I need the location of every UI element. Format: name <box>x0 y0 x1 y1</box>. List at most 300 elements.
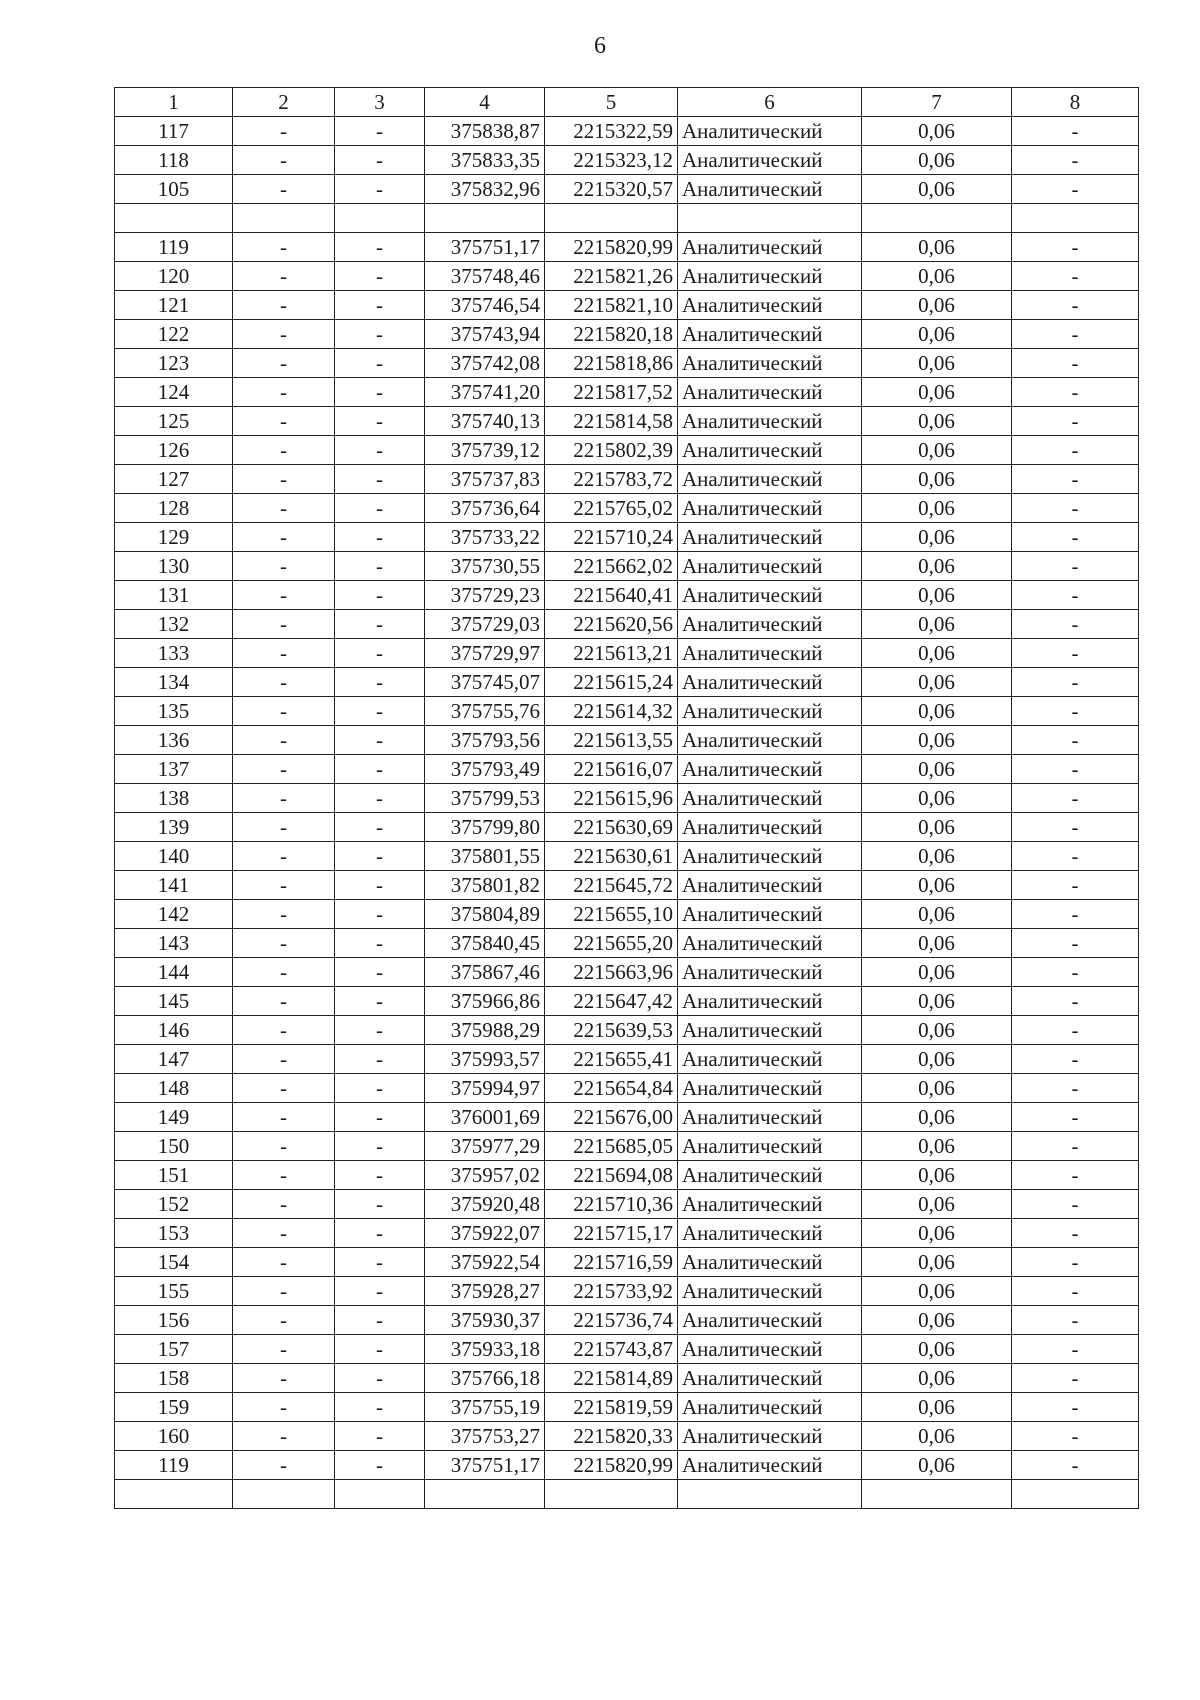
point-number-cell: 125 <box>115 407 233 436</box>
method-cell <box>678 204 862 233</box>
col8-cell: - <box>1012 958 1139 987</box>
col8-cell: - <box>1012 378 1139 407</box>
col8-cell <box>1012 204 1139 233</box>
method-cell: Аналитический <box>678 581 862 610</box>
method-cell: Аналитический <box>678 929 862 958</box>
accuracy-cell: 0,06 <box>862 1161 1012 1190</box>
col3-cell <box>335 1480 425 1509</box>
y-coordinate-cell: 2215320,57 <box>545 175 678 204</box>
y-coordinate-cell: 2215814,89 <box>545 1364 678 1393</box>
col2-cell: - <box>233 900 335 929</box>
method-cell: Аналитический <box>678 668 862 697</box>
x-coordinate-cell: 375755,19 <box>425 1393 545 1422</box>
accuracy-cell: 0,06 <box>862 1277 1012 1306</box>
accuracy-cell: 0,06 <box>862 929 1012 958</box>
column-header-5: 5 <box>545 88 678 117</box>
col3-cell: - <box>335 668 425 697</box>
point-number-cell: 119 <box>115 1451 233 1480</box>
table-row <box>115 1335 1139 1364</box>
col2-cell: - <box>233 146 335 175</box>
method-cell: Аналитический <box>678 320 862 349</box>
x-coordinate-cell: 375801,82 <box>425 871 545 900</box>
point-number-cell: 147 <box>115 1045 233 1074</box>
point-number-cell: 153 <box>115 1219 233 1248</box>
col3-cell: - <box>335 755 425 784</box>
col3-cell: - <box>335 1103 425 1132</box>
col3-cell <box>335 204 425 233</box>
y-coordinate-cell: 2215613,21 <box>545 639 678 668</box>
accuracy-cell: 0,06 <box>862 697 1012 726</box>
accuracy-cell: 0,06 <box>862 1219 1012 1248</box>
x-coordinate-cell: 375745,07 <box>425 668 545 697</box>
table-row <box>115 523 1139 552</box>
table-row <box>115 320 1139 349</box>
col3-cell: - <box>335 1335 425 1364</box>
point-number-cell: 139 <box>115 813 233 842</box>
table-row <box>115 1190 1139 1219</box>
column-header-2: 2 <box>233 88 335 117</box>
method-cell: Аналитический <box>678 146 862 175</box>
y-coordinate-cell: 2215736,74 <box>545 1306 678 1335</box>
point-number-cell: 130 <box>115 552 233 581</box>
accuracy-cell: 0,06 <box>862 1422 1012 1451</box>
col3-cell: - <box>335 291 425 320</box>
column-header-6: 6 <box>678 88 862 117</box>
point-number-cell: 156 <box>115 1306 233 1335</box>
y-coordinate-cell: 2215676,00 <box>545 1103 678 1132</box>
x-coordinate-cell: 375751,17 <box>425 1451 545 1480</box>
accuracy-cell: 0,06 <box>862 755 1012 784</box>
point-number-cell: 131 <box>115 581 233 610</box>
accuracy-cell: 0,06 <box>862 465 1012 494</box>
y-coordinate-cell: 2215323,12 <box>545 146 678 175</box>
col8-cell: - <box>1012 1335 1139 1364</box>
x-coordinate-cell: 375840,45 <box>425 929 545 958</box>
col8-cell: - <box>1012 929 1139 958</box>
col2-cell: - <box>233 668 335 697</box>
col3-cell: - <box>335 494 425 523</box>
method-cell: Аналитический <box>678 494 862 523</box>
col8-cell: - <box>1012 813 1139 842</box>
y-coordinate-cell: 2215715,17 <box>545 1219 678 1248</box>
col3-cell: - <box>335 697 425 726</box>
method-cell <box>678 1480 862 1509</box>
separator-row <box>115 204 1139 233</box>
table-row <box>115 378 1139 407</box>
col3-cell: - <box>335 523 425 552</box>
col3-cell: - <box>335 784 425 813</box>
point-number-cell: 144 <box>115 958 233 987</box>
col8-cell: - <box>1012 1393 1139 1422</box>
col8-cell: - <box>1012 1248 1139 1277</box>
col2-cell: - <box>233 726 335 755</box>
accuracy-cell: 0,06 <box>862 320 1012 349</box>
x-coordinate-cell: 375737,83 <box>425 465 545 494</box>
table-row <box>115 552 1139 581</box>
x-coordinate-cell: 375966,86 <box>425 987 545 1016</box>
table-row <box>115 1277 1139 1306</box>
accuracy-cell: 0,06 <box>862 1016 1012 1045</box>
x-coordinate-cell: 375922,07 <box>425 1219 545 1248</box>
method-cell: Аналитический <box>678 900 862 929</box>
y-coordinate-cell: 2215802,39 <box>545 436 678 465</box>
col3-cell: - <box>335 1364 425 1393</box>
point-number-cell: 141 <box>115 871 233 900</box>
x-coordinate-cell: 375753,27 <box>425 1422 545 1451</box>
col8-cell: - <box>1012 1103 1139 1132</box>
col8-cell: - <box>1012 436 1139 465</box>
y-coordinate-cell: 2215630,61 <box>545 842 678 871</box>
table-row <box>115 1074 1139 1103</box>
col3-cell: - <box>335 436 425 465</box>
col8-cell: - <box>1012 1190 1139 1219</box>
accuracy-cell <box>862 1480 1012 1509</box>
table-row <box>115 1132 1139 1161</box>
method-cell: Аналитический <box>678 1248 862 1277</box>
y-coordinate-cell: 2215814,58 <box>545 407 678 436</box>
method-cell: Аналитический <box>678 523 862 552</box>
y-coordinate-cell: 2215716,59 <box>545 1248 678 1277</box>
method-cell: Аналитический <box>678 262 862 291</box>
col8-cell: - <box>1012 1306 1139 1335</box>
point-number-cell: 158 <box>115 1364 233 1393</box>
x-coordinate-cell: 375733,22 <box>425 523 545 552</box>
col3-cell: - <box>335 581 425 610</box>
col2-cell: - <box>233 465 335 494</box>
method-cell: Аналитический <box>678 1074 862 1103</box>
y-coordinate-cell: 2215647,42 <box>545 987 678 1016</box>
header-row <box>115 88 1139 117</box>
col8-cell: - <box>1012 1451 1139 1480</box>
method-cell: Аналитический <box>678 1190 862 1219</box>
table-row <box>115 146 1139 175</box>
col2-cell: - <box>233 581 335 610</box>
table-row <box>115 755 1139 784</box>
point-number-cell: 127 <box>115 465 233 494</box>
column-header-4: 4 <box>425 88 545 117</box>
point-number-cell: 160 <box>115 1422 233 1451</box>
accuracy-cell: 0,06 <box>862 1103 1012 1132</box>
point-number-cell: 117 <box>115 117 233 146</box>
accuracy-cell: 0,06 <box>862 146 1012 175</box>
col3-cell: - <box>335 349 425 378</box>
accuracy-cell: 0,06 <box>862 233 1012 262</box>
method-cell: Аналитический <box>678 1045 862 1074</box>
x-coordinate-cell: 375793,56 <box>425 726 545 755</box>
point-number-cell: 157 <box>115 1335 233 1364</box>
table-row <box>115 1103 1139 1132</box>
col2-cell: - <box>233 1016 335 1045</box>
col8-cell: - <box>1012 407 1139 436</box>
table-row <box>115 175 1139 204</box>
accuracy-cell: 0,06 <box>862 581 1012 610</box>
y-coordinate-cell: 2215655,10 <box>545 900 678 929</box>
col3-cell: - <box>335 262 425 291</box>
point-number-cell <box>115 204 233 233</box>
method-cell: Аналитический <box>678 639 862 668</box>
x-coordinate-cell: 375930,37 <box>425 1306 545 1335</box>
y-coordinate-cell: 2215639,53 <box>545 1016 678 1045</box>
x-coordinate-cell: 375804,89 <box>425 900 545 929</box>
col3-cell: - <box>335 378 425 407</box>
table-row <box>115 871 1139 900</box>
col8-cell: - <box>1012 262 1139 291</box>
method-cell: Аналитический <box>678 1451 862 1480</box>
table-row <box>115 668 1139 697</box>
point-number-cell: 119 <box>115 233 233 262</box>
column-header-7: 7 <box>862 88 1012 117</box>
col2-cell: - <box>233 1074 335 1103</box>
accuracy-cell: 0,06 <box>862 523 1012 552</box>
accuracy-cell: 0,06 <box>862 1451 1012 1480</box>
accuracy-cell: 0,06 <box>862 552 1012 581</box>
x-coordinate-cell: 375928,27 <box>425 1277 545 1306</box>
col8-cell: - <box>1012 668 1139 697</box>
col2-cell: - <box>233 552 335 581</box>
table-row <box>115 929 1139 958</box>
method-cell: Аналитический <box>678 1306 862 1335</box>
table-row <box>115 465 1139 494</box>
y-coordinate-cell: 2215821,10 <box>545 291 678 320</box>
col3-cell: - <box>335 639 425 668</box>
y-coordinate-cell: 2215820,99 <box>545 1451 678 1480</box>
col8-cell: - <box>1012 1161 1139 1190</box>
point-number-cell: 132 <box>115 610 233 639</box>
point-number-cell: 135 <box>115 697 233 726</box>
method-cell: Аналитический <box>678 1364 862 1393</box>
point-number-cell: 121 <box>115 291 233 320</box>
col8-cell: - <box>1012 784 1139 813</box>
col8-cell: - <box>1012 755 1139 784</box>
col8-cell: - <box>1012 1132 1139 1161</box>
x-coordinate-cell <box>425 204 545 233</box>
col8-cell: - <box>1012 1277 1139 1306</box>
y-coordinate-cell: 2215743,87 <box>545 1335 678 1364</box>
y-coordinate-cell: 2215818,86 <box>545 349 678 378</box>
method-cell: Аналитический <box>678 1277 862 1306</box>
point-number-cell: 122 <box>115 320 233 349</box>
x-coordinate-cell: 375746,54 <box>425 291 545 320</box>
y-coordinate-cell: 2215710,24 <box>545 523 678 552</box>
y-coordinate-cell: 2215620,56 <box>545 610 678 639</box>
table-row <box>115 1364 1139 1393</box>
table-row <box>115 726 1139 755</box>
col2-cell: - <box>233 320 335 349</box>
col3-cell: - <box>335 1045 425 1074</box>
col2-cell <box>233 204 335 233</box>
col8-cell: - <box>1012 697 1139 726</box>
method-cell: Аналитический <box>678 958 862 987</box>
col2-cell: - <box>233 1451 335 1480</box>
col8-cell: - <box>1012 1364 1139 1393</box>
table-row <box>115 1306 1139 1335</box>
col3-cell: - <box>335 726 425 755</box>
method-cell: Аналитический <box>678 813 862 842</box>
y-coordinate-cell: 2215663,96 <box>545 958 678 987</box>
method-cell: Аналитический <box>678 1219 862 1248</box>
column-header-8: 8 <box>1012 88 1139 117</box>
accuracy-cell: 0,06 <box>862 1190 1012 1219</box>
col2-cell: - <box>233 1045 335 1074</box>
point-number-cell: 118 <box>115 146 233 175</box>
table-row <box>115 581 1139 610</box>
accuracy-cell: 0,06 <box>862 436 1012 465</box>
col2-cell: - <box>233 494 335 523</box>
method-cell: Аналитический <box>678 552 862 581</box>
x-coordinate-cell: 375748,46 <box>425 262 545 291</box>
point-number-cell: 124 <box>115 378 233 407</box>
x-coordinate-cell: 375751,17 <box>425 233 545 262</box>
x-coordinate-cell: 375729,97 <box>425 639 545 668</box>
col3-cell: - <box>335 929 425 958</box>
point-number-cell: 120 <box>115 262 233 291</box>
col2-cell: - <box>233 523 335 552</box>
x-coordinate-cell: 375740,13 <box>425 407 545 436</box>
col3-cell: - <box>335 1451 425 1480</box>
accuracy-cell: 0,06 <box>862 668 1012 697</box>
x-coordinate-cell: 375741,20 <box>425 378 545 407</box>
y-coordinate-cell: 2215662,02 <box>545 552 678 581</box>
col2-cell: - <box>233 1161 335 1190</box>
table-row <box>115 784 1139 813</box>
col8-cell: - <box>1012 900 1139 929</box>
y-coordinate-cell: 2215765,02 <box>545 494 678 523</box>
col3-cell: - <box>335 233 425 262</box>
col2-cell: - <box>233 813 335 842</box>
table-header <box>115 88 1139 117</box>
col3-cell: - <box>335 1393 425 1422</box>
separator-row <box>115 1480 1139 1509</box>
col3-cell: - <box>335 552 425 581</box>
col2-cell: - <box>233 987 335 1016</box>
method-cell: Аналитический <box>678 871 862 900</box>
accuracy-cell: 0,06 <box>862 291 1012 320</box>
method-cell: Аналитический <box>678 755 862 784</box>
table-row <box>115 842 1139 871</box>
accuracy-cell: 0,06 <box>862 813 1012 842</box>
point-number-cell: 148 <box>115 1074 233 1103</box>
col8-cell: - <box>1012 175 1139 204</box>
y-coordinate-cell: 2215820,18 <box>545 320 678 349</box>
table-row <box>115 1248 1139 1277</box>
coordinates-table <box>114 87 1139 1509</box>
point-number-cell: 105 <box>115 175 233 204</box>
method-cell: Аналитический <box>678 842 862 871</box>
method-cell: Аналитический <box>678 1016 862 1045</box>
col3-cell: - <box>335 958 425 987</box>
col2-cell: - <box>233 639 335 668</box>
accuracy-cell: 0,06 <box>862 987 1012 1016</box>
accuracy-cell: 0,06 <box>862 117 1012 146</box>
column-header-3: 3 <box>335 88 425 117</box>
y-coordinate-cell: 2215821,26 <box>545 262 678 291</box>
point-number-cell: 140 <box>115 842 233 871</box>
table-row <box>115 813 1139 842</box>
col8-cell: - <box>1012 871 1139 900</box>
method-cell: Аналитический <box>678 784 862 813</box>
point-number-cell: 150 <box>115 1132 233 1161</box>
col2-cell: - <box>233 175 335 204</box>
column-header-1: 1 <box>115 88 233 117</box>
y-coordinate-cell: 2215733,92 <box>545 1277 678 1306</box>
point-number-cell: 138 <box>115 784 233 813</box>
col3-cell: - <box>335 1422 425 1451</box>
y-coordinate-cell <box>545 204 678 233</box>
col2-cell: - <box>233 1335 335 1364</box>
x-coordinate-cell: 375838,87 <box>425 117 545 146</box>
col2-cell: - <box>233 262 335 291</box>
table-row <box>115 900 1139 929</box>
x-coordinate-cell: 375867,46 <box>425 958 545 987</box>
col2-cell <box>233 1480 335 1509</box>
col8-cell: - <box>1012 291 1139 320</box>
accuracy-cell: 0,06 <box>862 349 1012 378</box>
table-row <box>115 697 1139 726</box>
table-row <box>115 987 1139 1016</box>
col8-cell: - <box>1012 465 1139 494</box>
col2-cell: - <box>233 1190 335 1219</box>
x-coordinate-cell: 375957,02 <box>425 1161 545 1190</box>
x-coordinate-cell: 375832,96 <box>425 175 545 204</box>
col2-cell: - <box>233 610 335 639</box>
point-number-cell: 143 <box>115 929 233 958</box>
col8-cell: - <box>1012 233 1139 262</box>
y-coordinate-cell: 2215630,69 <box>545 813 678 842</box>
y-coordinate-cell: 2215655,41 <box>545 1045 678 1074</box>
accuracy-cell: 0,06 <box>862 784 1012 813</box>
col2-cell: - <box>233 1364 335 1393</box>
x-coordinate-cell: 375736,64 <box>425 494 545 523</box>
table-row <box>115 349 1139 378</box>
point-number-cell: 146 <box>115 1016 233 1045</box>
x-coordinate-cell: 375920,48 <box>425 1190 545 1219</box>
col8-cell: - <box>1012 1219 1139 1248</box>
method-cell: Аналитический <box>678 407 862 436</box>
x-coordinate-cell: 375743,94 <box>425 320 545 349</box>
y-coordinate-cell: 2215640,41 <box>545 581 678 610</box>
accuracy-cell: 0,06 <box>862 1074 1012 1103</box>
col2-cell: - <box>233 1219 335 1248</box>
y-coordinate-cell: 2215820,99 <box>545 233 678 262</box>
col2-cell: - <box>233 407 335 436</box>
col3-cell: - <box>335 175 425 204</box>
accuracy-cell: 0,06 <box>862 610 1012 639</box>
col3-cell: - <box>335 1074 425 1103</box>
table-row <box>115 1219 1139 1248</box>
col8-cell: - <box>1012 639 1139 668</box>
col8-cell: - <box>1012 349 1139 378</box>
accuracy-cell: 0,06 <box>862 1306 1012 1335</box>
method-cell: Аналитический <box>678 610 862 639</box>
col8-cell: - <box>1012 581 1139 610</box>
x-coordinate-cell: 375739,12 <box>425 436 545 465</box>
col3-cell: - <box>335 842 425 871</box>
x-coordinate-cell: 375730,55 <box>425 552 545 581</box>
method-cell: Аналитический <box>678 436 862 465</box>
point-number-cell <box>115 1480 233 1509</box>
point-number-cell: 152 <box>115 1190 233 1219</box>
col2-cell: - <box>233 1132 335 1161</box>
col2-cell: - <box>233 291 335 320</box>
point-number-cell: 134 <box>115 668 233 697</box>
col3-cell: - <box>335 407 425 436</box>
col8-cell: - <box>1012 146 1139 175</box>
col2-cell: - <box>233 233 335 262</box>
y-coordinate-cell: 2215817,52 <box>545 378 678 407</box>
y-coordinate-cell: 2215645,72 <box>545 871 678 900</box>
x-coordinate-cell: 375729,03 <box>425 610 545 639</box>
accuracy-cell: 0,06 <box>862 639 1012 668</box>
